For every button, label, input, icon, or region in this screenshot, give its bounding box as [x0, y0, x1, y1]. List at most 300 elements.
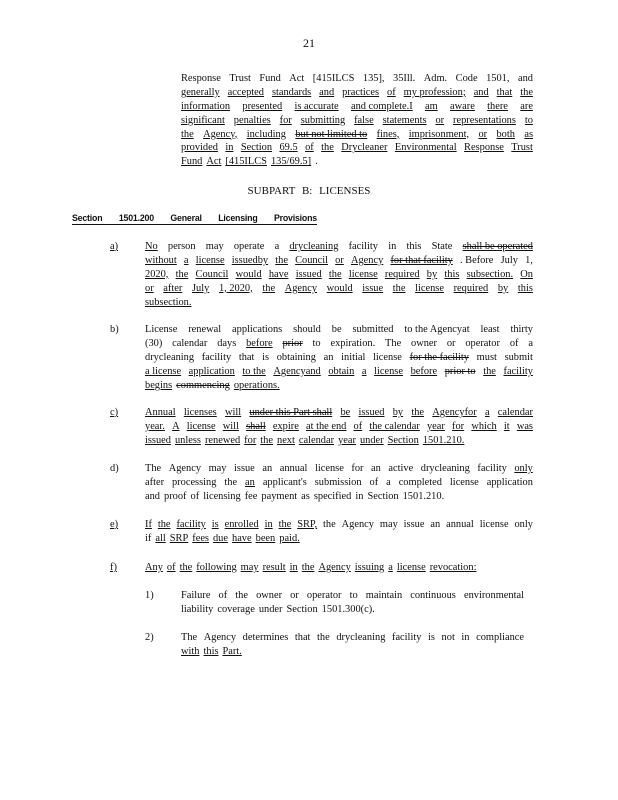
word: license — [186, 420, 216, 432]
word: 135/69.5] — [270, 156, 312, 168]
word: penalties — [233, 114, 271, 126]
word: which — [471, 420, 497, 432]
word: imprisonment, — [408, 128, 470, 140]
section-heading-word: Licensing — [218, 213, 258, 223]
word: days — [217, 337, 237, 349]
word: provided — [181, 142, 218, 154]
word: issue — [362, 282, 384, 294]
word: drycleaning — [420, 463, 470, 474]
word: Agencyand — [273, 365, 321, 377]
word: the — [321, 142, 334, 154]
word: accepted — [227, 86, 264, 98]
word: will — [222, 420, 239, 432]
word: result — [262, 562, 286, 573]
subitem-paragraph-1 — [181, 589, 524, 617]
word: commencing — [176, 379, 230, 391]
word: or — [145, 282, 154, 294]
word: expiration. — [330, 337, 376, 349]
word: under — [258, 603, 283, 615]
word: and complete.I — [350, 100, 413, 112]
word: should — [293, 324, 321, 335]
word: my profession; — [403, 86, 466, 98]
word: after — [163, 282, 183, 294]
word: in — [461, 632, 470, 643]
word: that — [238, 351, 255, 363]
word: to — [349, 590, 358, 601]
word: for that facility — [390, 254, 453, 266]
word: person — [167, 241, 196, 252]
word: by — [426, 268, 438, 280]
word: and — [319, 86, 335, 98]
word: licenses — [183, 407, 217, 418]
word: Agency — [350, 254, 384, 266]
section-heading-word: Section — [72, 213, 103, 223]
word: the calendar — [369, 420, 420, 432]
word: and — [473, 86, 489, 98]
word: submitting — [300, 114, 346, 126]
word: 2020, — [145, 268, 169, 280]
word: after — [145, 476, 165, 488]
word: following — [196, 562, 237, 573]
word: information — [181, 100, 231, 112]
word: subsection. — [466, 268, 514, 280]
word: but not limited to — [295, 128, 368, 140]
item-label-d: d) — [110, 463, 119, 474]
word: shall — [246, 420, 266, 432]
word: year. — [145, 420, 165, 432]
word: No — [145, 241, 158, 252]
word: calendar — [298, 434, 335, 446]
word: in — [225, 142, 234, 154]
word: compliance — [476, 632, 524, 643]
word: paid. — [279, 532, 300, 544]
word: will — [224, 407, 242, 418]
word: shall be operated — [462, 241, 533, 252]
item-b-line-2 — [145, 337, 533, 351]
word: to — [524, 114, 533, 126]
word: next — [277, 434, 295, 446]
word: that — [496, 86, 513, 98]
item-paragraph-e — [145, 518, 533, 546]
word: 135], — [362, 73, 385, 84]
word: The — [145, 463, 162, 474]
word: Act — [206, 156, 222, 168]
word: The — [181, 632, 198, 643]
word: and — [517, 73, 533, 84]
word: as — [524, 128, 533, 140]
word: the — [301, 562, 315, 573]
word: completed — [398, 476, 442, 488]
word: aware — [450, 100, 475, 112]
item-label-b: b) — [110, 324, 119, 335]
word: begins — [145, 379, 173, 391]
word: a — [274, 241, 280, 252]
word: Agency, — [203, 128, 238, 140]
word: of — [509, 337, 519, 349]
word: initial — [341, 351, 366, 363]
word: the — [520, 86, 533, 98]
word: all — [155, 532, 166, 544]
item-paragraph-c — [145, 406, 533, 448]
word: standards — [271, 86, 312, 98]
word: would — [235, 268, 262, 280]
item-e-line-2 — [145, 532, 533, 546]
intro-line-1 — [181, 72, 533, 86]
word: determines — [242, 632, 289, 643]
word: this — [444, 268, 460, 280]
word: license — [373, 351, 402, 363]
word: by — [392, 407, 404, 418]
item-a-line-2 — [145, 254, 533, 268]
word: is — [262, 351, 270, 363]
word: only — [514, 463, 533, 474]
word: generally — [181, 86, 220, 98]
word: for — [452, 420, 465, 432]
word: submit — [504, 351, 533, 363]
word: the — [157, 519, 171, 530]
subitem-paragraph-2 — [181, 631, 524, 659]
word: fees — [192, 532, 209, 544]
word: of — [190, 490, 200, 502]
word: to — [312, 337, 321, 349]
word: operate — [233, 241, 265, 252]
word: active — [388, 463, 414, 474]
word: fee — [244, 490, 258, 502]
word: year — [338, 434, 356, 446]
word: am — [425, 100, 438, 112]
word: of — [305, 142, 314, 154]
word: issued — [295, 268, 322, 280]
word: Trust — [511, 142, 533, 154]
word: issue — [403, 519, 425, 530]
word: must — [476, 351, 497, 363]
word: in — [355, 490, 364, 502]
word: license — [449, 476, 479, 488]
subpart-title: SUBPART B: LICENSES — [247, 185, 371, 197]
word: Response — [464, 142, 504, 154]
item-a-line-1 — [145, 240, 533, 254]
word: issued — [358, 407, 385, 418]
word: Agency — [284, 282, 318, 294]
word: license — [348, 268, 378, 280]
word: in — [388, 241, 397, 252]
word: the — [235, 590, 248, 601]
word: the — [262, 282, 276, 294]
word: of — [387, 86, 396, 98]
item-a-line-3 — [145, 268, 533, 282]
word: Fund — [259, 73, 281, 84]
word: 1501, — [486, 73, 510, 84]
word: to the Agencyat — [404, 324, 470, 335]
word: a — [361, 365, 367, 377]
word: significant — [181, 114, 225, 126]
word: facility — [348, 241, 379, 252]
word: Any — [145, 562, 163, 573]
word: 1501.210. — [402, 490, 445, 502]
word: Agency — [203, 632, 237, 643]
word: Act — [289, 73, 305, 84]
word: may — [208, 463, 227, 474]
word: in — [289, 562, 298, 573]
word: be — [331, 324, 342, 335]
word: Agency — [341, 519, 374, 530]
word: State — [431, 241, 453, 252]
word: least — [480, 324, 500, 335]
word: the — [278, 519, 292, 530]
word: by — [497, 282, 509, 294]
word: SRP — [169, 532, 189, 544]
word: application — [486, 476, 533, 488]
word: an — [371, 463, 381, 474]
word: is — [211, 519, 219, 530]
word: expire — [272, 420, 299, 432]
word: for — [244, 434, 257, 446]
word: Response — [181, 73, 221, 84]
word: the — [175, 268, 189, 280]
word: Section — [367, 490, 399, 502]
word: payment — [261, 490, 298, 502]
word: the — [323, 519, 336, 530]
word: subsection. — [145, 296, 192, 308]
word: a — [183, 254, 189, 266]
word: applicant's — [262, 476, 307, 488]
subitem-2-line-1 — [181, 631, 524, 645]
word: to the — [242, 365, 266, 377]
word: 69.5 — [279, 142, 298, 154]
word: enrolled — [224, 519, 259, 530]
word: facility — [201, 351, 232, 363]
word: may — [379, 519, 398, 530]
intro-line-7 — [181, 155, 533, 169]
word: or — [335, 254, 344, 266]
word: the — [181, 128, 194, 140]
word: license — [396, 562, 426, 573]
word: that — [294, 632, 311, 643]
word: revocation: — [429, 562, 477, 573]
word: of — [218, 590, 228, 601]
word: maintain — [365, 590, 403, 601]
word: a — [484, 407, 490, 418]
word: license — [374, 365, 403, 377]
word: of — [369, 476, 379, 488]
word: this — [406, 241, 422, 252]
item-label-a: a) — [110, 241, 119, 252]
subitem-2-line-2 — [181, 645, 524, 659]
word: required — [453, 282, 489, 294]
word: [415ILCS — [312, 73, 355, 84]
word: for — [351, 463, 364, 474]
word: of — [166, 562, 176, 573]
word: or — [290, 590, 299, 601]
word: renewal — [188, 324, 222, 335]
item-a-line-5 — [145, 296, 533, 310]
word: Section — [387, 434, 419, 446]
word: . — [315, 156, 318, 168]
word: Agency — [168, 463, 202, 474]
intro-line-6 — [181, 141, 533, 155]
item-paragraph-a — [145, 240, 533, 309]
word: Part. — [222, 645, 242, 657]
word: license — [314, 463, 344, 474]
intro-line-2 — [181, 86, 533, 100]
intro-line-5 — [181, 128, 533, 142]
word: owner — [411, 337, 437, 349]
word: license — [479, 519, 509, 530]
word: an — [323, 351, 334, 363]
subitem-1-line-1 — [181, 589, 524, 603]
word: for — [279, 114, 292, 126]
word: prior to — [444, 365, 476, 377]
subitem-1-line-2 — [181, 603, 524, 617]
word: was — [516, 420, 533, 432]
word: fines, — [376, 128, 400, 140]
word: facility — [391, 632, 422, 643]
word: the — [483, 365, 496, 377]
word: liability — [181, 603, 214, 615]
word: under — [359, 434, 384, 446]
section-heading-word: 1501.200 — [118, 213, 154, 223]
word: prior — [282, 337, 303, 349]
word: a — [528, 337, 533, 349]
word: representations — [453, 114, 516, 126]
word: the — [179, 562, 193, 573]
item-d-line-2 — [145, 476, 533, 490]
word: specified — [313, 490, 352, 502]
word: been — [255, 532, 276, 544]
word: issuedby — [231, 254, 269, 266]
intro-line-3 — [181, 100, 533, 114]
word: only — [514, 519, 533, 530]
word: operator — [306, 590, 342, 601]
item-c-line-2 — [145, 420, 533, 434]
word: in — [264, 519, 273, 530]
word: obtain — [328, 365, 355, 377]
word: drycleaning — [289, 241, 339, 252]
item-label-c: c) — [110, 407, 119, 418]
word: the — [328, 268, 342, 280]
word: not — [441, 632, 455, 643]
word: Trust — [229, 73, 251, 84]
word: a — [386, 476, 391, 488]
word: A — [172, 420, 180, 432]
word: License — [145, 324, 178, 335]
word: [415ILCS — [225, 156, 267, 168]
item-label-e: e) — [110, 519, 119, 530]
word: Failure — [181, 590, 211, 601]
word: the — [392, 282, 406, 294]
item-b-line-4 — [145, 365, 533, 379]
word: the — [275, 254, 288, 266]
word: without — [145, 254, 177, 266]
item-d-line-1 — [145, 462, 533, 476]
word: coverage — [217, 603, 255, 615]
word: applications — [232, 324, 283, 335]
word: statements — [382, 114, 427, 126]
word: application — [188, 365, 235, 377]
word: Section — [240, 142, 273, 154]
word: the — [411, 407, 425, 418]
word: operator — [465, 337, 500, 349]
word: is accurate — [294, 100, 339, 112]
word: the — [260, 434, 273, 446]
word: may — [205, 241, 224, 252]
word: annual — [446, 519, 474, 530]
word: license — [195, 254, 225, 266]
word: 1, 2020, — [218, 282, 253, 294]
item-paragraph-d — [145, 462, 533, 504]
word: owner — [256, 590, 283, 601]
word: obtaining — [276, 351, 316, 363]
word: and — [145, 490, 161, 502]
word: submitted — [352, 324, 394, 335]
word: Drycleaner — [341, 142, 388, 154]
word: issue — [234, 463, 255, 474]
word: Agencyfor — [432, 407, 477, 418]
item-b-line-3 — [145, 351, 533, 365]
word: with — [181, 645, 200, 657]
word: required — [384, 268, 420, 280]
word: for the facility — [409, 351, 469, 363]
word: Fund — [181, 156, 203, 168]
word: Section — [286, 603, 318, 615]
word: at the end — [305, 420, 347, 432]
word: Environmental — [394, 142, 457, 154]
word: of — [353, 420, 363, 432]
word: due — [212, 532, 228, 544]
word: SRP, — [297, 519, 318, 530]
item-paragraph-b — [145, 323, 533, 392]
word: or — [446, 337, 456, 349]
word: or — [435, 114, 445, 126]
word: drycleaning — [336, 632, 386, 643]
word: there — [487, 100, 508, 112]
word: processing — [171, 476, 217, 488]
word: this — [203, 645, 219, 657]
word: facility — [503, 365, 533, 377]
word: operations. — [233, 379, 280, 391]
word: Annual — [145, 407, 176, 418]
word: issued — [145, 434, 171, 446]
word: practices — [342, 86, 380, 98]
word: presented — [242, 100, 283, 112]
word: calendar — [497, 407, 533, 418]
word: continuous — [410, 590, 456, 601]
word: July — [500, 254, 518, 266]
word: Council — [195, 268, 229, 280]
word: proof — [164, 490, 187, 502]
word: Adm. — [423, 73, 448, 84]
subitem-label-2: 2) — [145, 632, 154, 643]
word: before — [410, 365, 438, 377]
word: this — [517, 282, 533, 294]
word: Agency — [318, 562, 351, 573]
word: may — [240, 562, 259, 573]
word: year — [426, 420, 445, 432]
word: as — [301, 490, 310, 502]
word: an — [245, 476, 255, 488]
word: a license — [145, 365, 182, 377]
item-d-line-3 — [145, 490, 533, 504]
word: an — [262, 463, 273, 474]
word: under this Part shall — [249, 407, 333, 418]
intro-paragraph — [181, 72, 533, 169]
item-f-line-1 — [145, 561, 533, 575]
word: is — [428, 632, 435, 643]
item-paragraph-f — [145, 561, 533, 575]
word: license — [415, 282, 444, 294]
word: it — [503, 420, 510, 432]
word: an — [430, 519, 441, 530]
